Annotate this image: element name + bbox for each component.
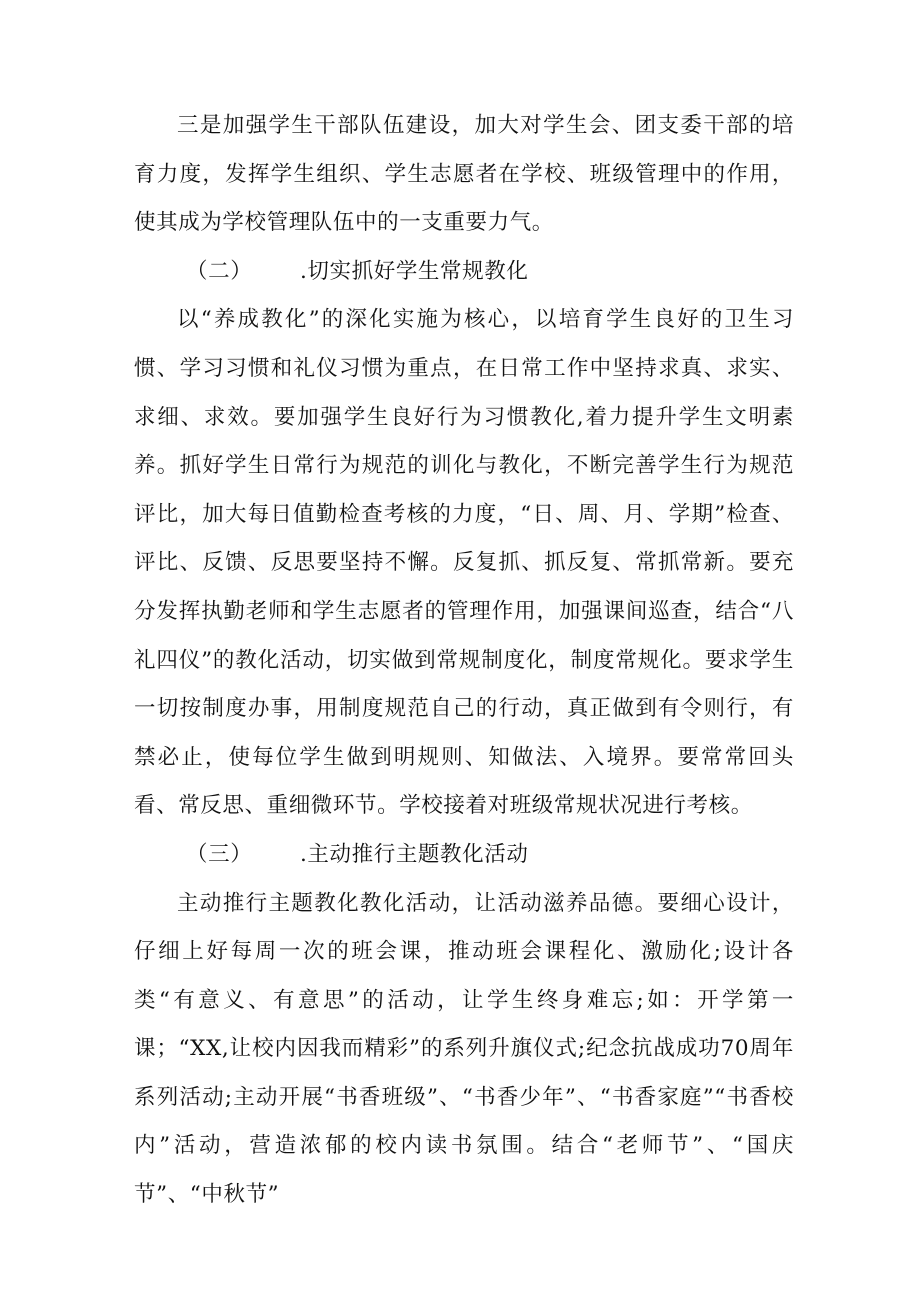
paragraph-theme-activities: 主动推行主题教化教化活动，让活动滋养品德。要细心设计，仔细上好每周一次的班会课，推动班会课程化、激励化;设计各类“有意义、有意思”的活动，让学生终身难忘;如：开学第一课；“XX,让校内因我而精彩”的系列升旗仪式;纪念抗战成功70周年系列活动;主动开展“书香班级”、“书香少年”、“书香家庭”“书香校内”活动，营造浓郁的校内读书氛围。结合“老师节”、“国庆节”、“中秋节” xyxy=(134,890,794,1208)
section-number: （三） xyxy=(186,841,253,867)
section-title: .主动推行主题教化活动 xyxy=(300,841,529,867)
section-heading-3 xyxy=(134,831,794,880)
section-title: .切实抓好学生常规教化 xyxy=(300,258,529,284)
section-number: （二） xyxy=(186,258,253,284)
paragraph-student-cadres: 三是加强学生干部队伍建设，加大对学生会、团支委干部的培育力度，发挥学生组织、学生志愿者在学校、班级管理中的作用，使其成为学校管理队伍中的一支重要力气。 xyxy=(134,113,794,236)
document-body xyxy=(134,102,794,1220)
paragraph-routine-education: 以“养成教化”的深化实施为核心，以培育学生良好的卫生习惯、学习习惯和礼仪习惯为重点，在日常工作中坚持求真、求实、求细、求效。要加强学生良好行为习惯教化,着力提升学生文明素养。抓好学生日常行为规范的训化与教化，不断完善学生行为规范评比，加大每日值勤检查考核的力度，“日、周、月、学期”检查、评比、反馈、反思要坚持不懈。反复抓、抓反复、常抓常新。要充分发挥执勤老师和学生志愿者的管理作用，加强课间巡查，结合“八礼四仪”的教化活动，切实做到常规制度化，制度常规化。要求学生一切按制度办事，用制度规范自己的行动，真正做到有令则行，有禁必止，使每位学生做到明规则、知做法、入境界。要常常回头看、常反思、重细微环节。学校接着对班级常规状况进行考核。 xyxy=(134,307,794,819)
section-heading-2 xyxy=(134,248,794,297)
